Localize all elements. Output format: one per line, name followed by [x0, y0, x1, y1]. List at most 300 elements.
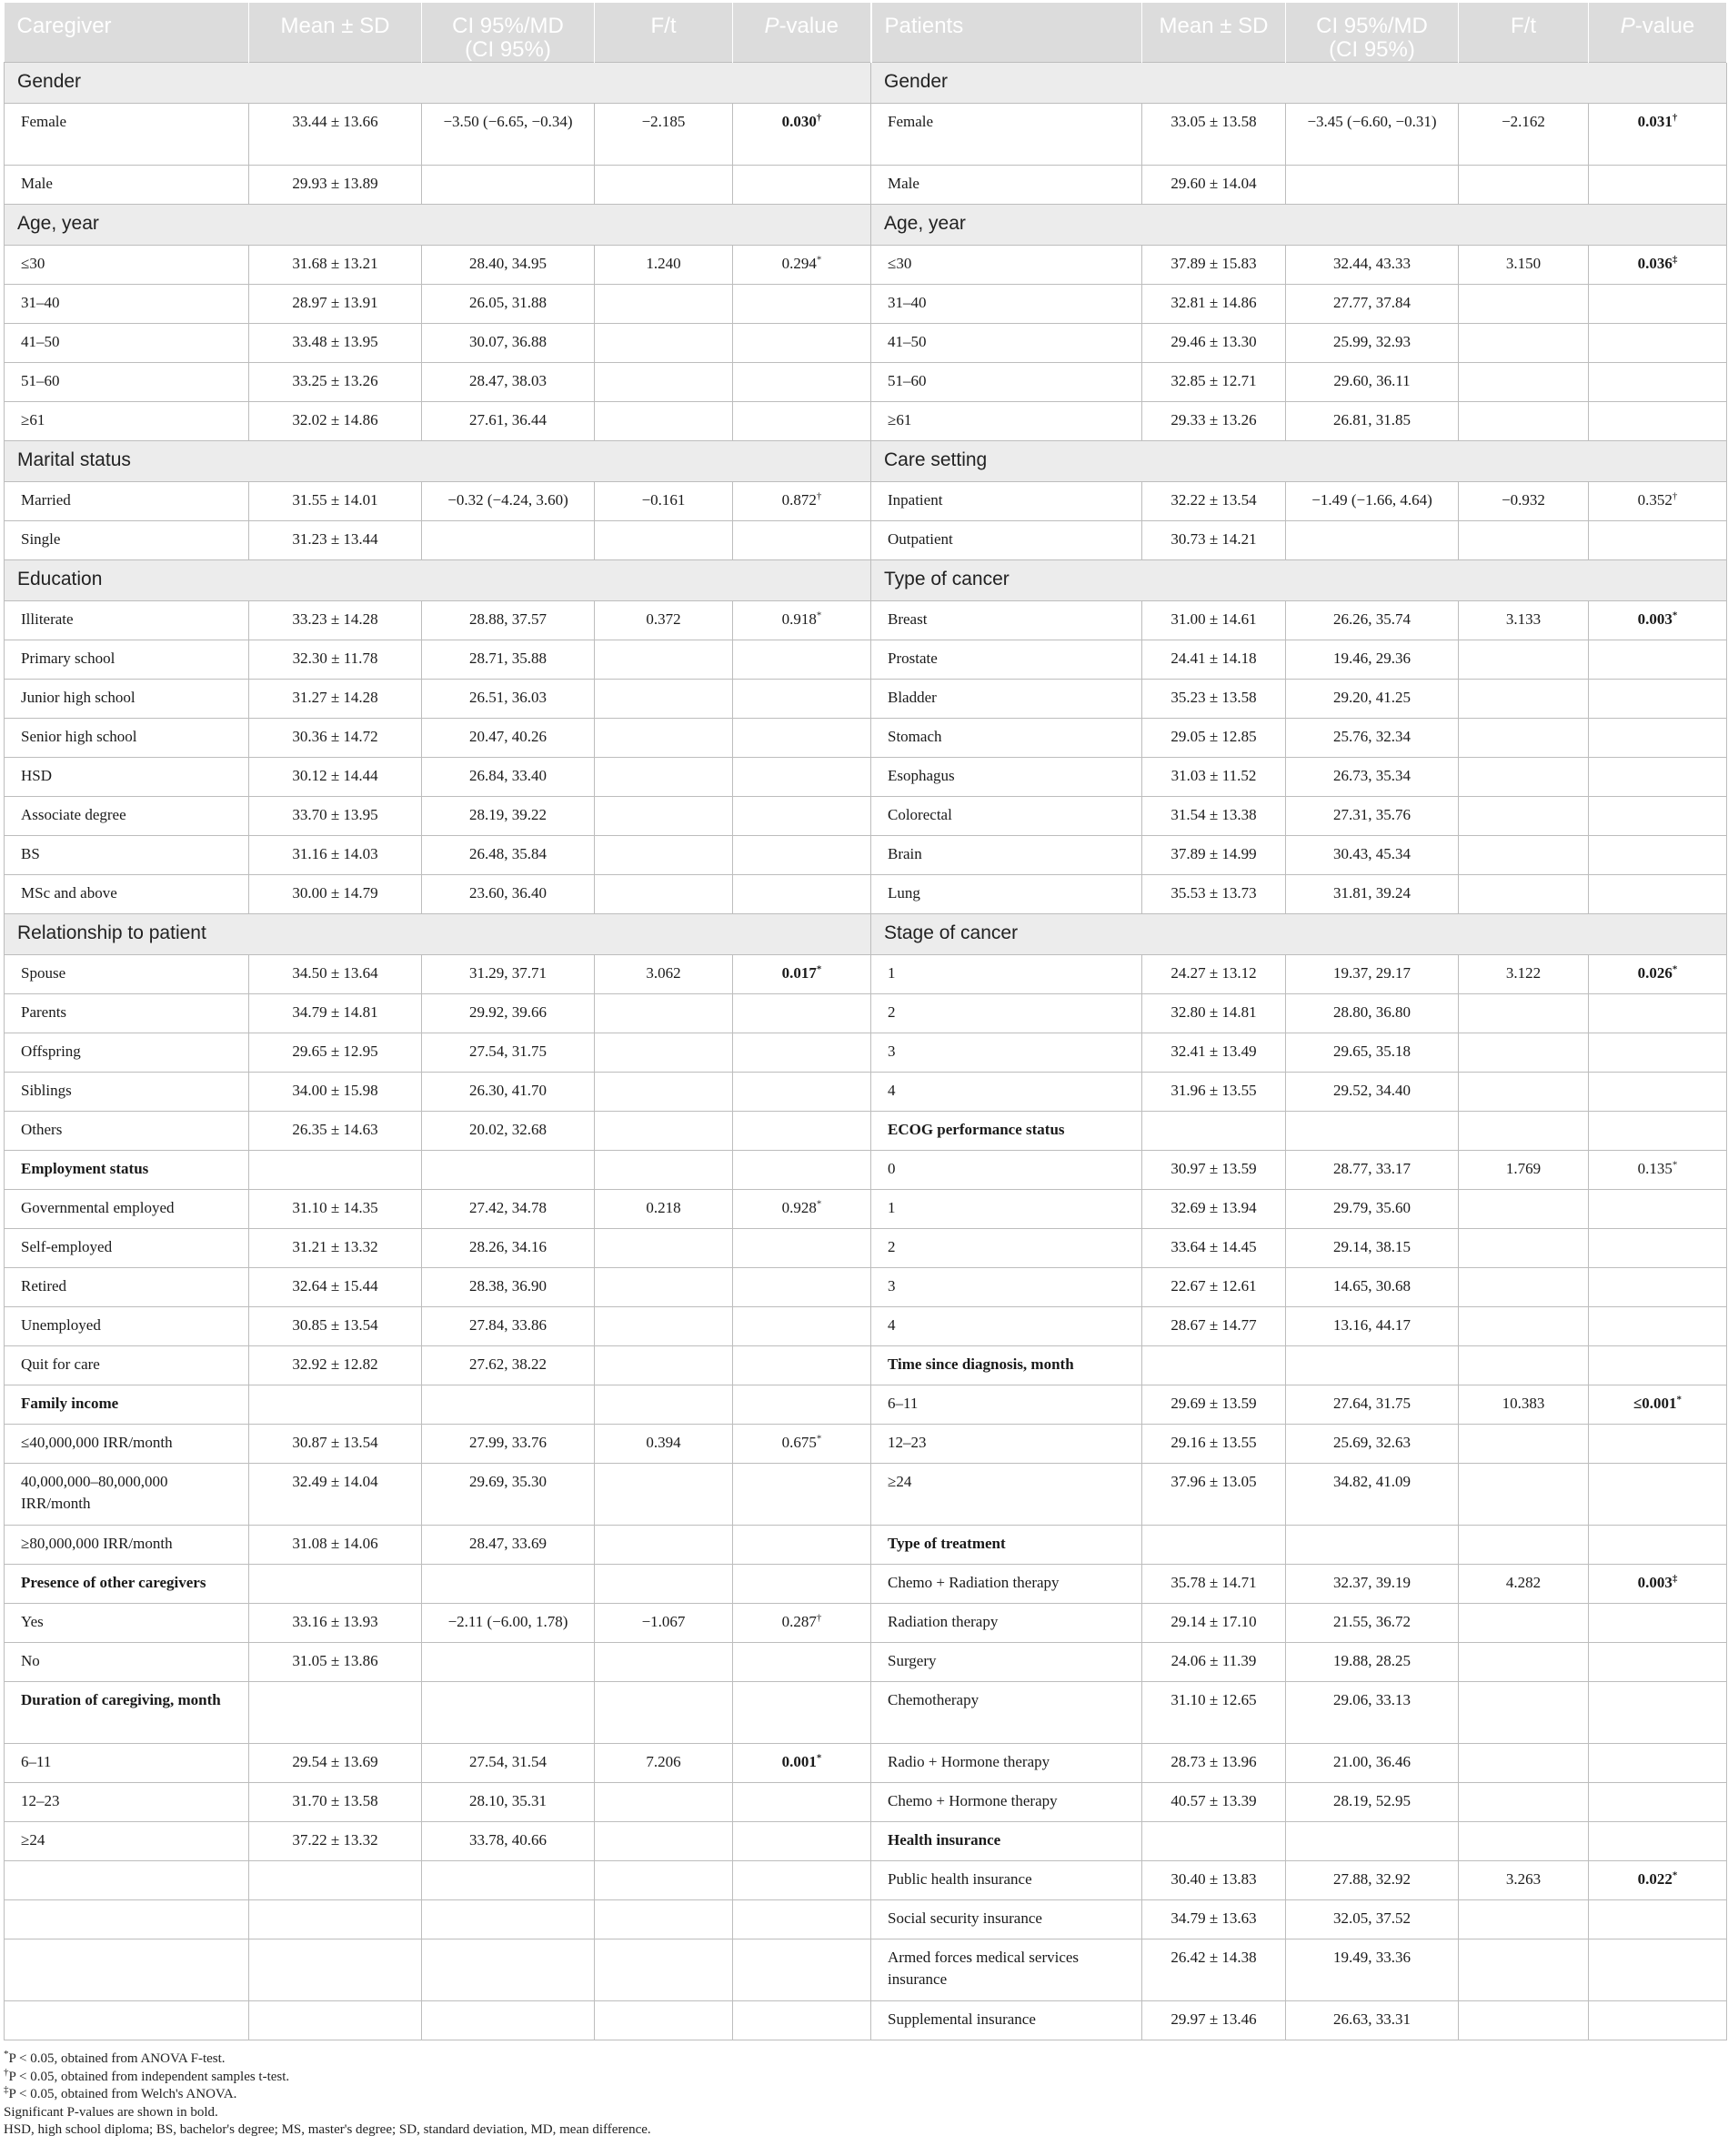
caregiver-mean-sd-cell: 34.00 ± 15.98 — [249, 1073, 422, 1112]
caregiver-f-t-cell — [595, 324, 733, 363]
patient-mean-sd-cell: 30.40 ± 13.83 — [1142, 1861, 1286, 1900]
caregiver-empty-cell — [595, 1900, 733, 1939]
caregiver-f-t-cell — [595, 719, 733, 758]
p-value-number: 0.036 — [1637, 255, 1673, 272]
caregiver-ci-cell: 27.54, 31.75 — [422, 1033, 595, 1073]
caregiver-p-value-cell — [733, 1783, 871, 1822]
caregiver-mean-sd-cell: 31.23 ± 13.44 — [249, 521, 422, 560]
patient-label-cell: Brain — [871, 836, 1142, 875]
caregiver-f-t-cell: −0.161 — [595, 482, 733, 521]
caregiver-ci-cell — [422, 521, 595, 560]
patient-ci-cell: 19.88, 28.25 — [1286, 1643, 1459, 1682]
significance-symbol: * — [1672, 963, 1678, 975]
patient-empty-cell — [1142, 1526, 1286, 1565]
caregiver-p-value-cell — [733, 246, 871, 285]
patient-empty-cell — [1459, 1112, 1589, 1151]
patient-ci-cell: 29.52, 34.40 — [1286, 1073, 1459, 1112]
patient-mean-sd-cell: 37.96 ± 13.05 — [1142, 1464, 1286, 1526]
caregiver-f-t-cell: 1.240 — [595, 246, 733, 285]
caregiver-empty-cell — [595, 1565, 733, 1604]
patient-label-cell: Outpatient — [871, 521, 1142, 560]
caregiver-label-cell: BS — [5, 836, 249, 875]
patient-f-t-cell — [1459, 1425, 1589, 1464]
caregiver-empty-cell — [595, 1151, 733, 1190]
table-row — [5, 1307, 1727, 1346]
caregiver-mean-sd-cell: 33.48 ± 13.95 — [249, 324, 422, 363]
patient-p-value-cell — [1589, 1464, 1727, 1526]
table-row — [5, 1385, 1727, 1425]
caregiver-ci-cell: −3.50 (−6.65, −0.34) — [422, 104, 595, 166]
patient-p-value-cell — [1589, 482, 1727, 521]
significance-symbol: ‡ — [1672, 1573, 1678, 1585]
patient-mean-sd-cell: 22.67 ± 12.61 — [1142, 1268, 1286, 1307]
caregiver-empty-cell — [422, 1682, 595, 1744]
patient-f-t-cell: 3.150 — [1459, 246, 1589, 285]
caregiver-mean-sd-cell: 30.87 ± 13.54 — [249, 1425, 422, 1464]
caregiver-ci-cell: 26.84, 33.40 — [422, 758, 595, 797]
patient-ci-cell: 19.46, 29.36 — [1286, 640, 1459, 680]
patient-ci-cell: 29.06, 33.13 — [1286, 1682, 1459, 1744]
patient-p-value-cell — [1589, 797, 1727, 836]
patient-f-t-cell — [1459, 680, 1589, 719]
patient-label-cell: Stomach — [871, 719, 1142, 758]
caregiver-empty-cell — [5, 2001, 249, 2040]
caregiver-label-cell: 40,000,000–80,000,000 IRR/month — [5, 1464, 249, 1526]
caregiver-ci-cell: 27.84, 33.86 — [422, 1307, 595, 1346]
caregiver-ci-cell: 20.02, 32.68 — [422, 1112, 595, 1151]
caregiver-empty-cell — [733, 1151, 871, 1190]
patient-f-t-cell — [1459, 166, 1589, 205]
patient-mean-sd-cell: 32.41 ± 13.49 — [1142, 1033, 1286, 1073]
caregiver-label-cell: 41–50 — [5, 324, 249, 363]
patient-f-t-cell: 4.282 — [1459, 1565, 1589, 1604]
patient-p-value-cell — [1589, 1565, 1727, 1604]
caregiver-empty-cell — [595, 1939, 733, 2001]
header-caregiver: Caregiver — [5, 3, 249, 63]
caregiver-p-value-cell — [733, 521, 871, 560]
patient-ci-cell: 25.69, 32.63 — [1286, 1425, 1459, 1464]
caregiver-section-header: Gender — [5, 63, 871, 104]
caregiver-p-value-cell — [733, 402, 871, 441]
p-value-number: 0.287 — [781, 1613, 817, 1630]
table-row — [5, 441, 1727, 482]
patient-label-cell: Armed forces medical services insurance — [871, 1939, 1142, 2001]
patient-ci-cell: 14.65, 30.68 — [1286, 1268, 1459, 1307]
caregiver-mean-sd-cell: 33.70 ± 13.95 — [249, 797, 422, 836]
patient-mean-sd-cell: 29.60 ± 14.04 — [1142, 166, 1286, 205]
caregiver-f-t-cell: 7.206 — [595, 1744, 733, 1783]
caregiver-ci-cell: 23.60, 36.40 — [422, 875, 595, 914]
patient-f-t-cell — [1459, 363, 1589, 402]
table-row — [5, 166, 1727, 205]
patient-mean-sd-cell: 24.27 ± 13.12 — [1142, 955, 1286, 994]
patient-p-value-cell — [1589, 363, 1727, 402]
header-ci-line2: (CI 95%) — [465, 37, 551, 62]
patient-label-cell: Colorectal — [871, 797, 1142, 836]
caregiver-mean-sd-cell: 33.16 ± 13.93 — [249, 1604, 422, 1643]
header-ci-line1: CI 95%/MD — [1316, 14, 1428, 38]
caregiver-p-value-cell — [733, 640, 871, 680]
patient-label-cell: Inpatient — [871, 482, 1142, 521]
caregiver-empty-cell — [5, 1900, 249, 1939]
patient-mean-sd-cell: 32.22 ± 13.54 — [1142, 482, 1286, 521]
header-ci-md-right — [1286, 3, 1459, 63]
table-row — [5, 1190, 1727, 1229]
results-table — [4, 3, 1727, 2040]
patient-p-value-cell — [1589, 955, 1727, 994]
caregiver-ci-cell: 26.30, 41.70 — [422, 1073, 595, 1112]
p-value-number: 0.675 — [781, 1434, 817, 1451]
patient-p-value-cell — [1589, 104, 1727, 166]
patient-p-value-cell — [1589, 246, 1727, 285]
table-row — [5, 104, 1727, 166]
caregiver-ci-cell: 26.05, 31.88 — [422, 285, 595, 324]
patient-mean-sd-cell: 31.10 ± 12.65 — [1142, 1682, 1286, 1744]
patient-ci-cell: 25.99, 32.93 — [1286, 324, 1459, 363]
header-mean-sd-left: Mean ± SD — [249, 3, 422, 63]
table-row — [5, 1268, 1727, 1307]
caregiver-ci-cell: −0.32 (−4.24, 3.60) — [422, 482, 595, 521]
caregiver-mean-sd-cell: 31.10 ± 14.35 — [249, 1190, 422, 1229]
patient-ci-cell: 34.82, 41.09 — [1286, 1464, 1459, 1526]
caregiver-empty-cell — [595, 1861, 733, 1900]
patient-empty-cell — [1589, 1822, 1727, 1861]
patient-f-t-cell — [1459, 324, 1589, 363]
header-ci-md-left — [422, 3, 595, 63]
patient-mean-sd-cell: 35.23 ± 13.58 — [1142, 680, 1286, 719]
patient-f-t-cell — [1459, 1783, 1589, 1822]
caregiver-empty-cell — [595, 1385, 733, 1425]
patient-f-t-cell — [1459, 994, 1589, 1033]
patient-mean-sd-cell: 29.16 ± 13.55 — [1142, 1425, 1286, 1464]
caregiver-empty-cell — [733, 1861, 871, 1900]
patient-ci-cell: 29.60, 36.11 — [1286, 363, 1459, 402]
caregiver-empty-cell — [422, 2001, 595, 2040]
caregiver-p-value-cell — [733, 1526, 871, 1565]
caregiver-label-cell: Others — [5, 1112, 249, 1151]
patient-empty-cell — [1286, 1526, 1459, 1565]
caregiver-label-cell: Illiterate — [5, 601, 249, 640]
patient-ci-cell: 26.63, 33.31 — [1286, 2001, 1459, 2040]
footnote-text: P < 0.05, obtained from Welch's ANOVA. — [8, 2087, 237, 2101]
caregiver-mean-sd-cell: 30.00 ± 14.79 — [249, 875, 422, 914]
patient-section-header: Type of cancer — [871, 560, 1727, 601]
patient-p-value-cell — [1589, 402, 1727, 441]
header-pvalue-right — [1589, 3, 1727, 63]
patient-empty-cell — [1286, 1822, 1459, 1861]
table-row — [5, 1565, 1727, 1604]
table-row — [5, 1151, 1727, 1190]
table-row — [5, 246, 1727, 285]
footnote-text: P < 0.05, obtained from independent samples t-test. — [8, 2069, 290, 2084]
patient-f-t-cell — [1459, 2001, 1589, 2040]
caregiver-f-t-cell — [595, 1073, 733, 1112]
caregiver-mean-sd-cell: 33.44 ± 13.66 — [249, 104, 422, 166]
caregiver-label-cell: Governmental employed — [5, 1190, 249, 1229]
caregiver-label-cell: Siblings — [5, 1073, 249, 1112]
caregiver-ci-cell: 28.40, 34.95 — [422, 246, 595, 285]
p-value-number: 0.928 — [781, 1199, 817, 1216]
header-ft-left: F/t — [595, 3, 733, 63]
caregiver-empty-cell — [733, 1385, 871, 1425]
caregiver-mean-sd-cell: 32.49 ± 14.04 — [249, 1464, 422, 1526]
table-row — [5, 914, 1727, 955]
patient-mean-sd-cell: 37.89 ± 15.83 — [1142, 246, 1286, 285]
significance-symbol: † — [1672, 490, 1678, 502]
header-ci-line2: (CI 95%) — [1329, 37, 1415, 62]
p-value-number: 0.022 — [1637, 1870, 1673, 1888]
caregiver-p-value-cell — [733, 994, 871, 1033]
patient-p-value-cell — [1589, 1033, 1727, 1073]
patient-mean-sd-cell: 37.89 ± 14.99 — [1142, 836, 1286, 875]
patient-label-cell: 1 — [871, 1190, 1142, 1229]
p-value-number: 0.030 — [781, 113, 817, 130]
caregiver-p-value-cell — [733, 1073, 871, 1112]
caregiver-label-cell: Junior high school — [5, 680, 249, 719]
caregiver-mean-sd-cell: 32.30 ± 11.78 — [249, 640, 422, 680]
caregiver-p-value-cell — [733, 104, 871, 166]
patient-label-cell: 2 — [871, 994, 1142, 1033]
caregiver-ci-cell — [422, 1643, 595, 1682]
caregiver-f-t-cell — [595, 1643, 733, 1682]
caregiver-mean-sd-cell: 31.05 ± 13.86 — [249, 1643, 422, 1682]
caregiver-f-t-cell — [595, 1783, 733, 1822]
patient-section-header: Age, year — [871, 205, 1727, 246]
patient-ci-cell: 26.81, 31.85 — [1286, 402, 1459, 441]
caregiver-f-t-cell — [595, 1346, 733, 1385]
patient-ci-cell: −1.49 (−1.66, 4.64) — [1286, 482, 1459, 521]
header-p-letter: P — [764, 14, 779, 38]
p-value-number: 0.031 — [1637, 113, 1673, 130]
patient-f-t-cell: 3.263 — [1459, 1861, 1589, 1900]
patient-label-cell: ≥61 — [871, 402, 1142, 441]
patient-label-cell: Supplemental insurance — [871, 2001, 1142, 2040]
caregiver-empty-cell — [733, 2001, 871, 2040]
caregiver-empty-cell — [5, 1939, 249, 2001]
patient-label-cell: 3 — [871, 1268, 1142, 1307]
patient-empty-cell — [1142, 1112, 1286, 1151]
patient-empty-cell — [1286, 1346, 1459, 1385]
caregiver-mean-sd-cell: 33.23 ± 14.28 — [249, 601, 422, 640]
caregiver-ci-cell: 27.62, 38.22 — [422, 1346, 595, 1385]
patient-section-header: Care setting — [871, 441, 1727, 482]
caregiver-ci-cell: 31.29, 37.71 — [422, 955, 595, 994]
caregiver-mean-sd-cell: 32.92 ± 12.82 — [249, 1346, 422, 1385]
significance-symbol: * — [1672, 610, 1678, 621]
patient-ci-cell: 26.26, 35.74 — [1286, 601, 1459, 640]
caregiver-section-header: Education — [5, 560, 871, 601]
patient-mean-sd-cell: 33.64 ± 14.45 — [1142, 1229, 1286, 1268]
caregiver-empty-cell — [5, 1861, 249, 1900]
patient-label-cell: Public health insurance — [871, 1861, 1142, 1900]
header-p-suffix: -value — [779, 14, 839, 38]
caregiver-mean-sd-cell: 32.64 ± 15.44 — [249, 1268, 422, 1307]
patient-ci-cell: 27.77, 37.84 — [1286, 285, 1459, 324]
patient-p-value-cell — [1589, 1307, 1727, 1346]
table-row — [5, 363, 1727, 402]
patient-mean-sd-cell: 33.05 ± 13.58 — [1142, 104, 1286, 166]
caregiver-empty-cell — [249, 1939, 422, 2001]
patient-p-value-cell — [1589, 758, 1727, 797]
caregiver-label-cell: Retired — [5, 1268, 249, 1307]
caregiver-ci-cell: 28.19, 39.22 — [422, 797, 595, 836]
patient-label-cell: Female — [871, 104, 1142, 166]
patient-p-value-cell — [1589, 836, 1727, 875]
patient-f-t-cell — [1459, 640, 1589, 680]
caregiver-empty-cell — [595, 1682, 733, 1744]
caregiver-p-value-cell — [733, 1346, 871, 1385]
caregiver-label-cell: MSc and above — [5, 875, 249, 914]
caregiver-label-cell: Married — [5, 482, 249, 521]
table-row — [5, 955, 1727, 994]
table-row — [5, 1033, 1727, 1073]
patient-mean-sd-cell: 31.54 ± 13.38 — [1142, 797, 1286, 836]
caregiver-mean-sd-cell: 31.08 ± 14.06 — [249, 1526, 422, 1565]
patient-mean-sd-cell: 32.81 ± 14.86 — [1142, 285, 1286, 324]
caregiver-label-cell: ≤30 — [5, 246, 249, 285]
patient-ci-cell: 28.19, 52.95 — [1286, 1783, 1459, 1822]
table-row — [5, 640, 1727, 680]
caregiver-empty-cell — [249, 1861, 422, 1900]
caregiver-ci-cell: 27.54, 31.54 — [422, 1744, 595, 1783]
caregiver-empty-cell — [249, 1565, 422, 1604]
table-row — [5, 285, 1727, 324]
caregiver-label-cell: 12–23 — [5, 1783, 249, 1822]
table-row — [5, 836, 1727, 875]
table-row — [5, 680, 1727, 719]
caregiver-f-t-cell — [595, 1268, 733, 1307]
patient-ci-cell: 29.79, 35.60 — [1286, 1190, 1459, 1229]
patient-ci-cell: 30.43, 45.34 — [1286, 836, 1459, 875]
caregiver-p-value-cell — [733, 166, 871, 205]
footnote-symbol: ‡ — [4, 2084, 9, 2095]
patient-f-t-cell: 3.133 — [1459, 601, 1589, 640]
patient-label-cell: 3 — [871, 1033, 1142, 1073]
caregiver-p-value-cell — [733, 1112, 871, 1151]
caregiver-f-t-cell — [595, 1526, 733, 1565]
patient-ci-cell — [1286, 521, 1459, 560]
patient-ci-cell: 27.31, 35.76 — [1286, 797, 1459, 836]
table-row — [5, 63, 1727, 104]
caregiver-ci-cell: 20.47, 40.26 — [422, 719, 595, 758]
table-row — [5, 758, 1727, 797]
patient-p-value-cell — [1589, 1604, 1727, 1643]
patient-ci-cell: 13.16, 44.17 — [1286, 1307, 1459, 1346]
caregiver-p-value-cell — [733, 482, 871, 521]
caregiver-mean-sd-cell: 30.12 ± 14.44 — [249, 758, 422, 797]
patient-empty-cell — [1142, 1346, 1286, 1385]
patient-label-cell: Esophagus — [871, 758, 1142, 797]
table-row — [5, 482, 1727, 521]
caregiver-f-t-cell — [595, 836, 733, 875]
caregiver-label-cell: HSD — [5, 758, 249, 797]
patient-f-t-cell — [1459, 797, 1589, 836]
footnote-line — [4, 2104, 1726, 2122]
patient-label-cell: ≥24 — [871, 1464, 1142, 1526]
caregiver-section-header: Relationship to patient — [5, 914, 871, 955]
patient-f-t-cell — [1459, 1229, 1589, 1268]
patient-mean-sd-cell: 29.69 ± 13.59 — [1142, 1385, 1286, 1425]
caregiver-p-value-cell — [733, 285, 871, 324]
patient-mean-sd-cell: 32.85 ± 12.71 — [1142, 363, 1286, 402]
header-p-suffix: -value — [1634, 14, 1695, 38]
patient-ci-cell: 25.76, 32.34 — [1286, 719, 1459, 758]
patient-ci-cell: 28.80, 36.80 — [1286, 994, 1459, 1033]
table-row — [5, 601, 1727, 640]
caregiver-empty-cell — [595, 2001, 733, 2040]
patient-f-t-cell — [1459, 1682, 1589, 1744]
caregiver-mean-sd-cell: 34.50 ± 13.64 — [249, 955, 422, 994]
caregiver-label-cell: 6–11 — [5, 1744, 249, 1783]
patient-label-cell: Surgery — [871, 1643, 1142, 1682]
footnote-symbol: † — [4, 2066, 9, 2078]
caregiver-empty-cell — [249, 1385, 422, 1425]
patient-p-value-cell — [1589, 875, 1727, 914]
caregiver-p-value-cell — [733, 1190, 871, 1229]
patient-section-header: Stage of cancer — [871, 914, 1727, 955]
patient-label-cell: Bladder — [871, 680, 1142, 719]
caregiver-f-t-cell — [595, 1307, 733, 1346]
patient-mean-sd-cell: 40.57 ± 13.39 — [1142, 1783, 1286, 1822]
patient-p-value-cell — [1589, 1744, 1727, 1783]
caregiver-p-value-cell — [733, 758, 871, 797]
significance-symbol: * — [1676, 1394, 1683, 1405]
caregiver-mean-sd-cell: 31.70 ± 13.58 — [249, 1783, 422, 1822]
significance-symbol: * — [816, 1752, 822, 1764]
table-row — [5, 560, 1727, 601]
patient-mean-sd-cell: 34.79 ± 13.63 — [1142, 1900, 1286, 1939]
caregiver-label-cell: ≥80,000,000 IRR/month — [5, 1526, 249, 1565]
caregiver-label-cell: Unemployed — [5, 1307, 249, 1346]
patient-mean-sd-cell: 30.97 ± 13.59 — [1142, 1151, 1286, 1190]
patient-mean-sd-cell: 35.53 ± 13.73 — [1142, 875, 1286, 914]
caregiver-ci-cell: 26.48, 35.84 — [422, 836, 595, 875]
patient-ci-cell: 28.77, 33.17 — [1286, 1151, 1459, 1190]
caregiver-p-value-cell — [733, 680, 871, 719]
p-value-number: 0.352 — [1637, 491, 1673, 509]
caregiver-empty-cell — [249, 1151, 422, 1190]
patient-empty-cell — [1589, 1346, 1727, 1385]
caregiver-empty-cell — [422, 1385, 595, 1425]
caregiver-ci-cell: 30.07, 36.88 — [422, 324, 595, 363]
patient-empty-cell — [1589, 1526, 1727, 1565]
patient-f-t-cell — [1459, 1464, 1589, 1526]
significance-symbol: * — [816, 1198, 822, 1210]
footnote-line — [4, 2086, 1726, 2104]
caregiver-ci-cell: 28.10, 35.31 — [422, 1783, 595, 1822]
significance-symbol: ‡ — [1672, 254, 1678, 266]
table-row — [5, 1783, 1727, 1822]
caregiver-label-cell: Yes — [5, 1604, 249, 1643]
patient-label-cell: 41–50 — [871, 324, 1142, 363]
caregiver-f-t-cell — [595, 402, 733, 441]
patient-p-value-cell — [1589, 1861, 1727, 1900]
caregiver-ci-cell: 28.26, 34.16 — [422, 1229, 595, 1268]
patient-empty-cell — [1286, 1112, 1459, 1151]
caregiver-section-header: Age, year — [5, 205, 871, 246]
footnote-line — [4, 2050, 1726, 2069]
patient-p-value-cell — [1589, 1900, 1727, 1939]
patient-mean-sd-cell: 29.05 ± 12.85 — [1142, 719, 1286, 758]
caregiver-f-t-cell — [595, 640, 733, 680]
table-row — [5, 1939, 1727, 2001]
patient-f-t-cell — [1459, 1604, 1589, 1643]
caregiver-f-t-cell: −1.067 — [595, 1604, 733, 1643]
caregiver-mean-sd-cell: 30.85 ± 13.54 — [249, 1307, 422, 1346]
p-value-number: 0.001 — [781, 1753, 817, 1770]
caregiver-label-cell: Self-employed — [5, 1229, 249, 1268]
significance-symbol: * — [1672, 1159, 1678, 1171]
